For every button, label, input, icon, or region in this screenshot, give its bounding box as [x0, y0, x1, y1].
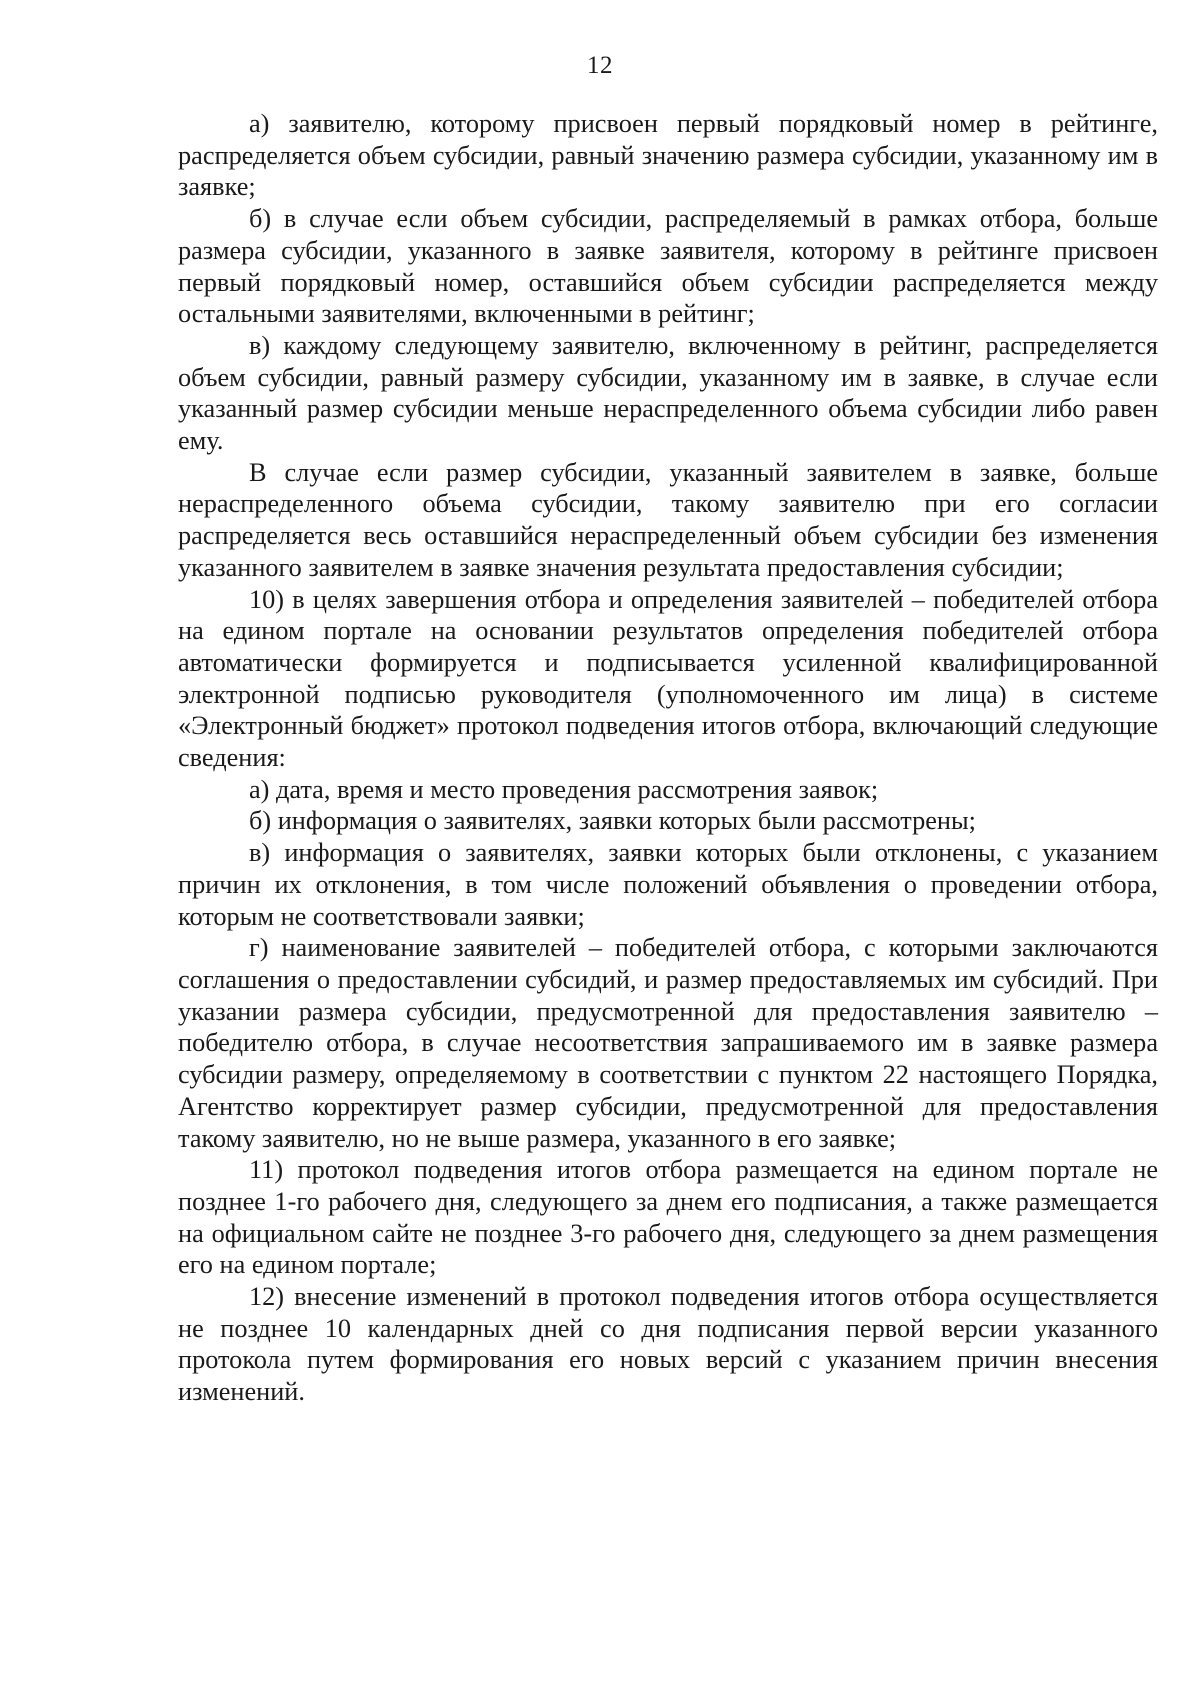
- paragraph-protocol-rejected: в) информация о заявителях, заявки которых были отклонены, с указанием причин их отклонения, в том числе положений объявления о проведении отбора, которым не соответствовали заявки;: [178, 838, 1158, 931]
- paragraph-item-10-protocol: 10) в целях завершения отбора и определения заявителей – победителей отбора на едином портале на основании результатов определения победителей отбора автоматически формируется и подписывается усиленной квалифицированной электронной подписью руководителя (уполномоченного им лица) в системе «Электронный бюджет» протокол подведения итогов отбора, включающий следующие сведения:: [178, 584, 1158, 773]
- paragraph-item-11-publication: 11) протокол подведения итогов отбора размещается на едином портале не позднее 1-го рабочего дня, следующего за днем его подписания, а также размещается на официальном сайте не позднее 3-го рабочего дня, следующего за днем размещения его на едином портале;: [178, 1155, 1158, 1280]
- paragraph-larger-request-case: В случае если размер субсидии, указанный заявителем в заявке, больше нераспределенного объема субсидии, такому заявителю при его согласии распределяется весь оставшийся нераспределенный объем субсидии без изменения указанного заявителем в заявке значения результата предоставления субсидии;: [178, 457, 1158, 582]
- paragraph-item-12-amendments: 12) внесение изменений в протокол подведения итогов отбора осуществляется не позднее 10 календарных дней со дня подписания первой версии указанного протокола путем формирования его новых версий с указанием причин внесения изменений.: [178, 1282, 1158, 1407]
- paragraph-protocol-reviewed: б) информация о заявителях, заявки которых были рассмотрены;: [249, 806, 976, 836]
- paragraph-protocol-date-place: а) дата, время и место проведения рассмотрения заявок;: [249, 774, 879, 804]
- paragraph-a-first-rank: а) заявителю, которому присвоен первый порядковый номер в рейтинге, распределяется объем субсидии, равный значению размера субсидии, указанному им в заявке;: [178, 109, 1158, 202]
- document-body: [178, 108, 1158, 1408]
- paragraph-v-each-next-applicant: в) каждому следующему заявителю, включенному в рейтинг, распределяется объем субсидии, равный размеру субсидии, указанному им в заявке, в случае если указанный размер субсидии меньше нераспределенного объема субсидии либо равен ему.: [178, 330, 1158, 456]
- paragraph-protocol-winners: г) наименование заявителей – победителей отбора, с которыми заключаются соглашения о предоставлении субсидий, и размер предоставляемых им субсидий. При указании размера субсидии, предусмотренной для предоставления заявителю – победителю отбора, в случае несоответствия запрашиваемого им в заявке размера субсидии размеру, определяемому в соответствии с пунктом 22 настоящего Порядка, Агентство корректирует размер субсидии, предусмотренной для предоставления такому заявителю, но не выше размера, указанного в его заявке;: [178, 933, 1158, 1153]
- paragraph-b-remaining-volume: б) в случае если объем субсидии, распределяемый в рамках отбора, больше размера субсидии, указанного в заявке заявителя, которому в рейтинге присвоен первый порядковый номер, оставшийся объем субсидии распределяется между остальными заявителями, включенными в рейтинг;: [178, 204, 1158, 329]
- page-number: 12: [587, 52, 613, 79]
